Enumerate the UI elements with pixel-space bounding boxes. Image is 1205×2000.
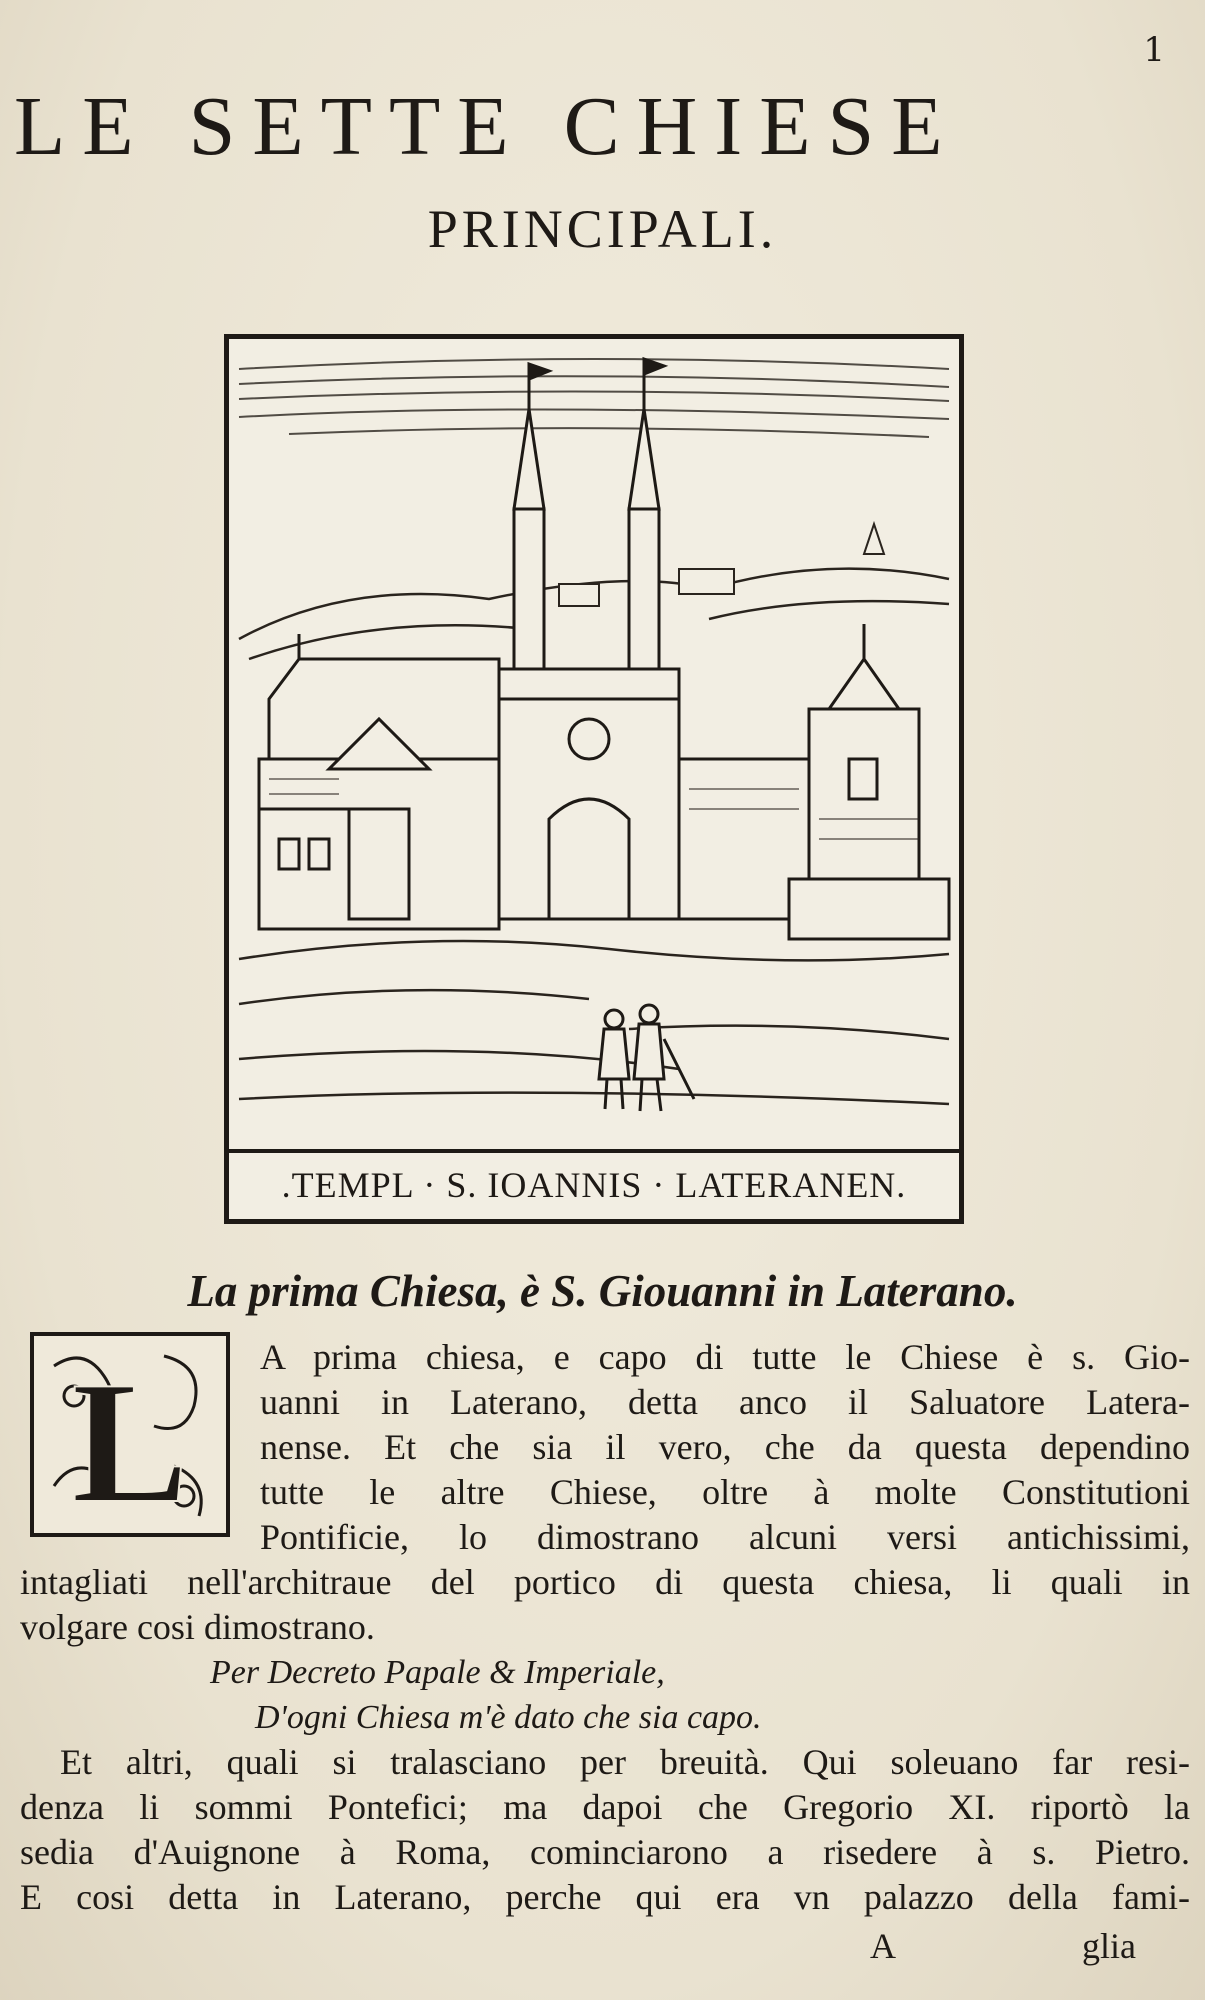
catchword: glia	[1082, 1926, 1136, 1966]
text-line: denza li sommi Pontefici; ma dapoi che Gregorio XI. riportò la	[20, 1787, 1190, 1827]
body-text	[20, 1335, 1190, 1920]
text-line: tutte le altre Chiese, oltre à molte Constitutioni	[260, 1472, 1190, 1512]
page-number: 1	[1143, 30, 1165, 70]
signature-mark: A	[870, 1926, 896, 1966]
text-line: Et altri, quali si tralasciano per breuità. Qui soleuano far resi-	[60, 1742, 1190, 1782]
page-subtitle: PRINCIPALI.	[427, 199, 778, 259]
illustration-caption: .TEMPL · S. IOANNIS · LATERANEN.	[229, 1149, 959, 1219]
verse-line: Per Decreto Papale & Imperiale,	[210, 1654, 665, 1691]
text-line: nense. Et che sia il vero, che da questa dependino	[260, 1427, 1190, 1467]
page-title: LE SETTE CHIESE	[14, 80, 960, 173]
text-line: sedia d'Auignone à Roma, cominciarono a risedere à s. Pietro.	[20, 1832, 1190, 1872]
text-line: A prima chiesa, e capo di tutte le Chiese è s. Gio-	[260, 1337, 1190, 1377]
woodcut-illustration	[224, 334, 964, 1224]
chapter-heading: La prima Chiesa, è S. Giouanni in Laterano.	[187, 1266, 1018, 1316]
text-line: volgare cosi dimostrano.	[20, 1607, 375, 1647]
verse-line: D'ogni Chiesa m'è dato che sia capo.	[255, 1699, 762, 1736]
text-line: Pontificie, lo dimostrano alcuni versi antichissimi,	[260, 1517, 1190, 1557]
initial-letter: L	[71, 1345, 189, 1533]
text-line: E cosi detta in Laterano, perche qui era vn palazzo della fami-	[20, 1877, 1190, 1917]
lateran-basilica-engraving	[229, 339, 959, 1149]
text-line: intagliati nell'architraue del portico di questa chiesa, li quali in	[20, 1562, 1190, 1602]
text-line: uanni in Laterano, detta anco il Saluatore Latera-	[260, 1382, 1190, 1422]
